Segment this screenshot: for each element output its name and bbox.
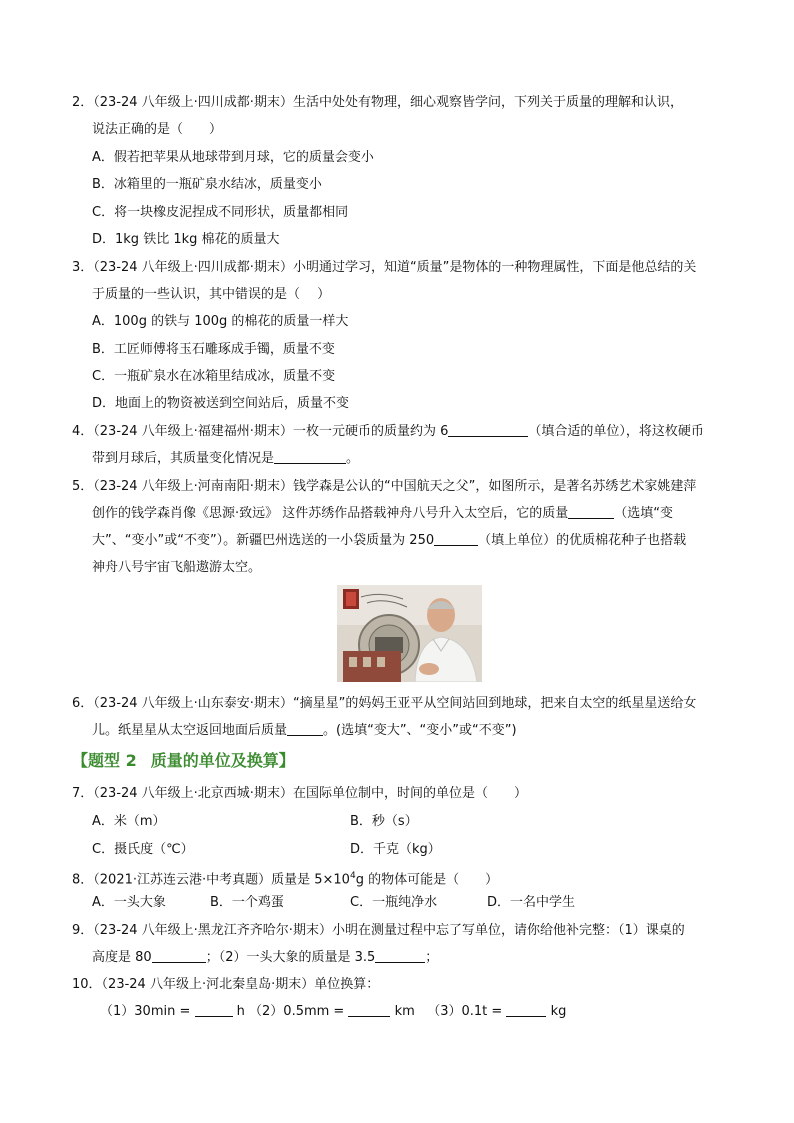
q5-stem-line1: 5．（23-24 八年级上·河南南阳·期末）钱学森是公认的“中国航天之父”，如图所示，是著名苏绣艺术家姚建萍: [72, 479, 697, 494]
q10-stem: 10．（23-24 八年级上·河北秦皇岛·期末）单位换算：: [72, 977, 380, 992]
q2-option-c: C．将一块橡皮泥捏成不同形状，质量都相同: [92, 205, 349, 220]
q7-option-b: B．秒（s）: [350, 814, 418, 829]
q9-stem-line2: 高度是 80 ；（2）一头大象的质量是 3.5 ；: [92, 950, 439, 965]
portrait-embroidery-photo: [337, 585, 482, 682]
q7-option-d: D．千克（kg）: [350, 842, 441, 857]
q9-blank-height-unit[interactable]: [152, 948, 206, 963]
q5-blank-unit[interactable]: [434, 531, 478, 546]
photo-illustration: [337, 585, 482, 682]
q8-option-c: C．一瓶纯净水: [350, 895, 438, 910]
q2-option-d: D．1kg 铁比 1kg 棉花的质量大: [92, 232, 280, 247]
q2-stem-line2: 说法正确的是（ ）: [92, 122, 223, 137]
q7-option-a: A．米（m）: [92, 814, 166, 829]
q9-blank-mass-unit[interactable]: [375, 948, 425, 963]
section-heading: 【题型 2 质量的单位及换算】: [72, 751, 295, 770]
q5-stem-line2: 创作的钱学森肖像《思源·致远》 这件苏绣作品搭载神舟八号升入太空后，它的质量 （选填“变: [92, 506, 674, 521]
q6-stem-line2: 儿。纸星星从太空返回地面后质量 。(选填“变大”、“变小”或“不变”): [92, 723, 517, 738]
q4-blank-unit[interactable]: [448, 422, 528, 437]
q10-blank-2[interactable]: [348, 1002, 390, 1017]
q3-option-a: A．100g 的铁与 100g 的棉花的质量一样大: [92, 314, 349, 329]
q2-option-a: A．假若把苹果从地球带到月球，它的质量会变小: [92, 150, 374, 165]
q8-option-a: A．一头大象: [92, 895, 166, 910]
q3-option-b: B．工匠师傅将玉石雕琢成手镯，质量不变: [92, 342, 335, 357]
q2-stem-line1: 2．（23-24 八年级上·四川成都·期末）生活中处处有物理，细心观察皆学问，下列关于质量的理解和认识，: [72, 95, 683, 110]
q4-stem-line2: 带到月球后，其质量变化情况是 。: [92, 451, 360, 466]
q4-stem-line1: 4．（23-24 八年级上·福建福州·期末）一枚一元硬币的质量约为 6 （填合适的单位），将这枚硬币: [72, 424, 704, 439]
q10-blank-3[interactable]: [506, 1002, 546, 1017]
q9-stem-line1: 9．（23-24 八年级上·黑龙江齐齐哈尔·期末）小明在测量过程中忘了写单位，请你给他补完整：（1）课桌的: [72, 923, 685, 938]
q8-option-d: D．一名中学生: [487, 895, 576, 910]
q3-option-c: C．一瓶矿泉水在冰箱里结成冰，质量不变: [92, 369, 336, 384]
q10-blank-1[interactable]: [195, 1002, 233, 1017]
q3-stem-line1: 3．（23-24 八年级上·四川成都·期末）小明通过学习，知道“质量”是物体的一种物理属性，下面是他总结的关: [72, 260, 697, 275]
q6-stem-line1: 6．（23-24 八年级上·山东泰安·期末）“摘星星”的妈妈王亚平从空间站回到地球，把来自太空的纸星星送给女: [72, 696, 697, 711]
q6-blank-mass-change[interactable]: [287, 721, 323, 736]
q5-stem-line4: 神舟八号宇宙飞船遨游太空。: [92, 560, 262, 575]
q7-stem: 7．（23-24 八年级上·北京西城·期末）在国际单位制中，时间的单位是（ ）: [72, 786, 527, 801]
q5-stem-line3: 大”、“变小”或“不变”）。新疆巴州选送的一小袋质量为 250 （填上单位）的优质棉花种子也搭载: [92, 533, 687, 548]
q3-option-d: D．地面上的物资被送到空间站后，质量不变: [92, 396, 350, 411]
q8-stem: 8．（2021·江苏连云港·中考真题）质量是 $5\times 10^4g$ 的物体可能是（ ）: [72, 871, 499, 888]
q2-option-b: B．冰箱里的一瓶矿泉水结冰，质量变小: [92, 177, 322, 192]
q7-option-c: C．摄氏度（℃）: [92, 842, 194, 857]
q10-conversions: （1）30min = h （2）0.5mm = km （3）0.1t = kg: [100, 1004, 567, 1019]
q8-option-b: B．一个鸡蛋: [210, 895, 284, 910]
q3-stem-line2: 于质量的一些认识，其中错误的是（ ）: [92, 287, 331, 302]
q4-blank-change[interactable]: [274, 449, 346, 464]
q5-blank-mass-change[interactable]: [568, 504, 614, 519]
